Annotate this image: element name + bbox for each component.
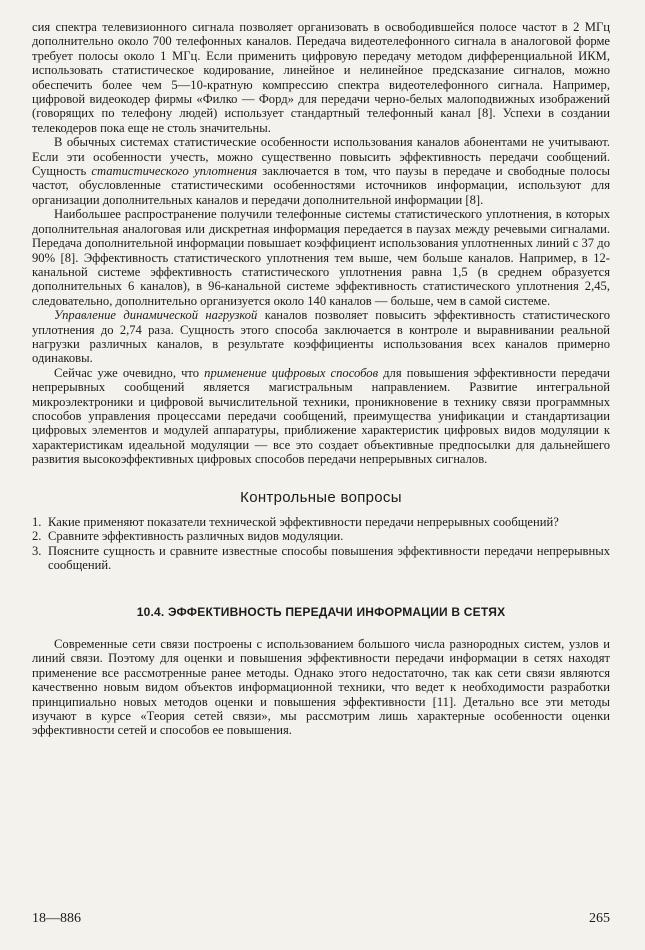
questions-list [32,515,610,573]
section-paragraph: Современные сети связи построены с использованием большого числа разнородных систем, узлов и линий связи. Поэтому для оценки и повышения эффективности передачи информации в сетях находят применение все рассмотренные ранее методы. Однако этого недостаточно, так как сети связи являются качественно новым видом объектов информационной техники, что ведет к необходимости разработки принципиально новых методов оценки и повышения эффективности [11]. Детально все эти методы изучают в курсе «Теория сетей связи», мы рассмотрим лишь характерные особенности оценки эффективности сетей и способов ее повышения. [32,637,610,738]
paragraph-5-emphasis: применение цифровых способов [204,365,379,380]
question-number: 3. [32,543,42,558]
section-heading: 10.4. ЭФФЕКТИВНОСТЬ ПЕРЕДАЧИ ИНФОРМАЦИИ В СЕТЯХ [136,604,506,619]
question-item [32,515,610,529]
paragraph-5-text-b: для повышения эффективности передачи непрерывных сообщений является магистральным направлением. Развитие интегральной микроэлектроники и цифровой вычислительной техники, проникновение в технику связи программных способов управления процессами передачи сообщений, преимущества унификации и стандартизации цифровых элементов и модулей аппаратуры, приближение характеристик цифровых видов модуляции к характеристикам идеальной модуляции — все это создает объективные предпосылки для дальнейшего развития высокоэффективных цифровых способов передачи непрерывных сигналов. [32,365,610,467]
questions-heading: Контрольные вопросы [240,488,402,506]
paragraph-2-text-b: заключается в том, что паузы в передаче и свободные полосы частот, обусловленные статистическими особенностями источников информации, используют для организации дополнительных каналов и передачи дополнительной информации [8]. [32,164,610,207]
paragraph-4-emphasis: Управление динамической нагрузкой [54,308,258,323]
document-page [32,20,610,738]
question-number: 2. [32,529,42,544]
question-item [32,529,610,543]
paragraph-2 [32,135,610,207]
page-footer [32,912,610,926]
question-text: Поясните сущность и сравните известные способы повышения эффективности передачи непрерывных сообщений. [48,543,610,573]
question-item [32,544,610,573]
question-number: 1. [32,515,42,529]
page-number: 265 [589,911,610,926]
paragraph-5 [32,366,610,467]
printer-signature: 18—886 [32,911,81,926]
paragraph-2-emphasis: статистического уплотнения [91,164,258,179]
paragraph-4 [32,308,610,366]
question-text: Сравните эффективность различных видов модуляции. [48,529,344,544]
paragraph-2-text-a: В обычных системах статистические особенности использования каналов абонентами не учитывают. Если эти особенности учесть, можно существенно повысить эффективность передачи сообщений. Сущность [32,135,610,179]
paragraph-3: Наибольшее распространение получили телефонные системы статистического уплотнения, в которых дополнительная аналоговая или дискретная информация передается в паузах между речевыми сигналами. Передача дополнительной информации повышает коэффициент использования уплотненных линий с 37 до 90% [8]. Эффективность статистического уплотнения тем выше, чем больше каналов. Например, в 12-канальной системе эффективность статистического уплотнения равна 1,5 (в среднем образуется дополнительных 6 каналов), в 96-канальной системе эффективность статистического уплотнения 2,45, следовательно, дополнительно организуется около 140 каналов — больше, чем в самой системе. [32,207,610,308]
paragraph-5-text-a: Сейчас уже очевидно, что [54,365,205,380]
paragraph-4-text: каналов позволяет повысить эффективность статистического уплотнения до 2,74 раза. Сущность этого способа заключается в контроле и выравнивании реальной нагрузки различных каналов, в результате коэффициенты использования всех каналов примерно одинаковы. [32,308,610,366]
question-text: Какие применяют показатели технической эффективности передачи непрерывных сообщений? [48,515,559,529]
paragraph-1: сия спектра телевизионного сигнала позволяет организовать в освободившейся полосе частот в 2 МГц дополнительно около 700 телефонных каналов. Передача видеотелефонного сигнала в аналоговой форме требует полосы около 1 МГц. Если применить цифровую передачу методом дифференциальной ИКМ, использовать статистическое кодирование, линейное и нелинейное предсказание сигналов, можно обеспечить более чем 5—10-кратную компрессию спектра видеотелефонного сигнала. Например, цифровой видеокодер фирмы «Филко — Форд» для передачи черно-белых малоподвижных изображений (говорящих по телефону людей) использует стандартный телефонный канал [8]. Успехи в создании телекодеров пока еще не столь значительны. [32,20,610,135]
